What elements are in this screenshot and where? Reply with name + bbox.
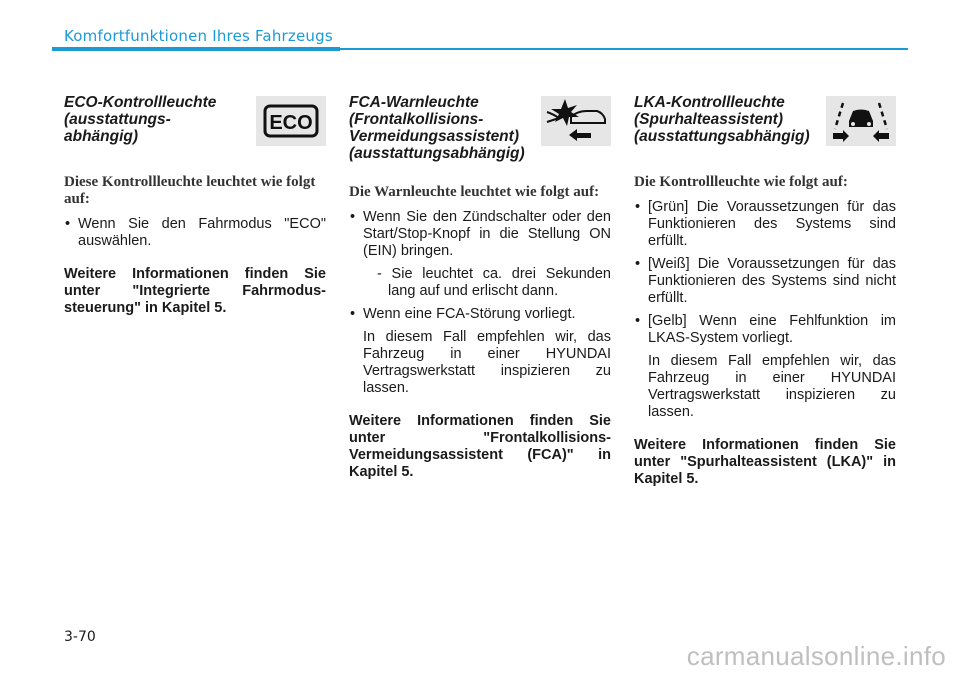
lka-heading: LKA-Kontrollleuchte (Spurhalteassistent) (ausstattungsabhängig) [634,94,810,145]
eco-indicator-icon [256,96,326,146]
page-number: 3-70 [64,629,96,645]
eco-heading-row [64,94,326,150]
list-item: • Wenn Sie den Fahrmodus "ECO" auswählen. [64,216,326,250]
list-item: • [Weiß] Die Voraussetzungen für das Funktionieren des Systems sind nicht erfüllt. [634,256,896,307]
list-item: • [Gelb] Wenn eine Fehlfunktion im LKAS-System vorliegt. [634,313,896,347]
list-item: • Wenn Sie den Zündschalter oder den Start/Stop-Knopf in die Stellung ON (EIN) bringen. [349,209,611,260]
fca-paragraph: In diesem Fall empfehlen wir, das Fahrzeug in einer HYUNDAI Vertragswerkstatt inspizieren zu lassen. [363,329,611,396]
eco-heading: ECO-Kontrollleuchte (ausstattungs- abhängig) [64,94,217,145]
fca-subhead: Die Warnleuchte leuchtet wie folgt auf: [349,184,600,200]
header-title: Komfortfunktionen Ihres Fahrzeugs [64,27,333,45]
lka-subhead: Die Kontrollleuchte wie folgt auf: [634,174,848,190]
fca-collision-icon [541,96,611,146]
eco-note: Weitere Informationen finden Sie unter "Integrierte Fahrmodus-steuerung" in Kapitel 5. [64,266,326,316]
section-eco [64,94,326,317]
fca-heading: FCA-Warnleuchte (Frontalkollisions- Vermeidungsassistent) (ausstattungsabhängig) [349,94,525,162]
section-lka [634,94,896,488]
lane-keeping-icon [826,96,896,146]
header-rule-thin [340,48,908,50]
fca-subitem: - Sie leuchtet ca. drei Sekunden lang auf und erlischt dann. [377,266,611,299]
eco-icon-label: ECO [269,112,313,134]
lka-bullet-list [634,199,896,347]
lka-note: Weitere Informationen finden Sie unter "Spurhalteassistent (LKA)" in Kapitel 5. [634,437,896,487]
eco-subhead: Diese Kontrollleuchte leuchtet wie folgt auf: [64,174,316,207]
fca-bullet-list [349,209,611,260]
section-fca [349,94,611,481]
fca-note: Weitere Informationen finden Sie unter "Frontalkollisions-Vermeidungsassistent (FCA)" in Kapitel 5. [349,413,611,480]
header-rule-thick [52,47,340,51]
fca-heading-row [349,94,611,162]
eco-bullet-list [64,216,326,250]
list-item: • [Grün] Die Voraussetzungen für das Funktionieren des Systems sind erfüllt. [634,199,896,250]
lka-icon [831,99,891,143]
watermark: carmanualsonline.info [686,641,946,671]
fca-icon [543,97,609,145]
lka-heading-row [634,94,896,150]
fca-bullet-list-2 [349,306,611,323]
eco-icon [263,104,319,138]
list-item: • Wenn eine FCA-Störung vorliegt. [349,306,611,323]
lka-paragraph: In diesem Fall empfehlen wir, das Fahrzeug in einer HYUNDAI Vertragswerkstatt inspizieren zu lassen. [648,353,896,420]
